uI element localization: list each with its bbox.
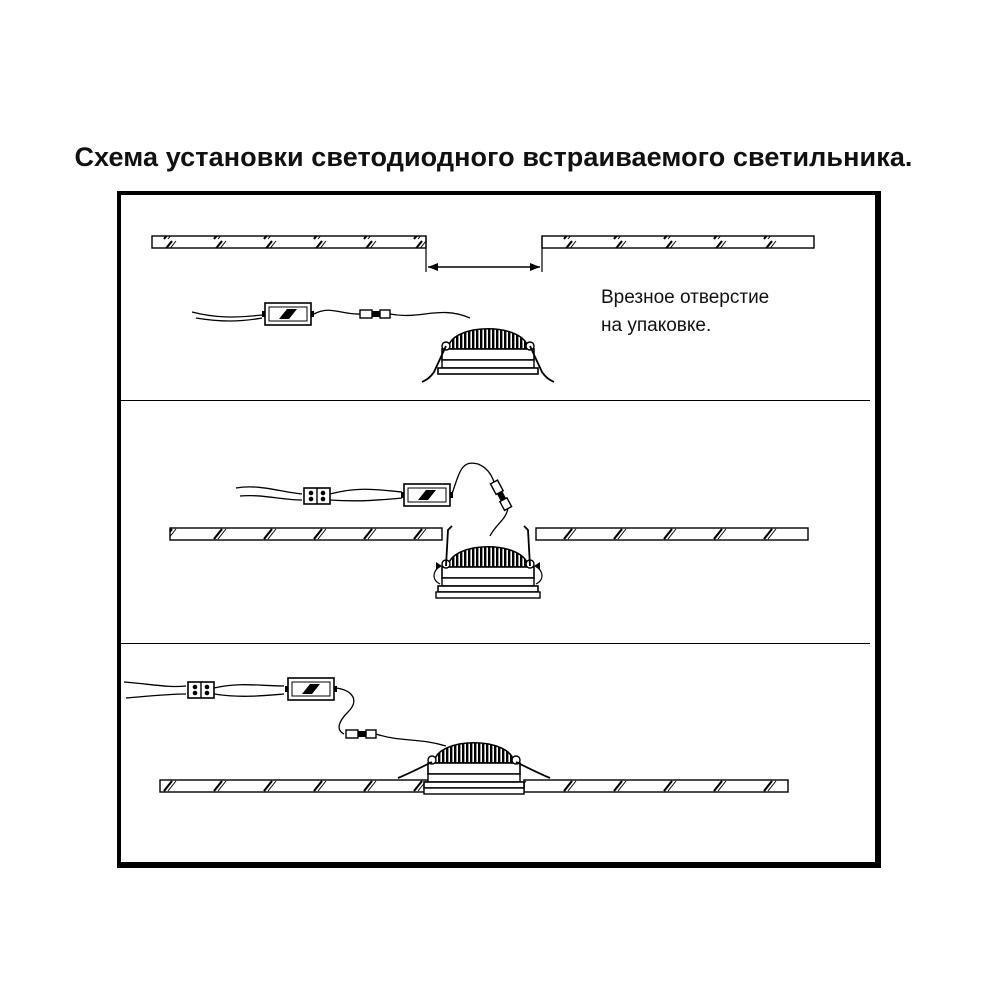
ceiling-panel [170,528,442,540]
wire-connector [360,310,390,318]
ceiling-panel [542,236,814,248]
step-2-illustration [170,463,808,598]
wire-connector [346,730,376,738]
led-driver [401,484,453,506]
step-1-illustration [152,236,814,382]
cutout-note-line-2: на упаковке. [601,315,712,336]
wire-connector [490,480,511,510]
terminal-block [304,488,330,504]
led-downlight [424,743,524,788]
terminal-block [188,682,214,698]
cutout-note-line-1: Врезное отверстие [601,287,770,308]
ceiling-panel [524,780,788,792]
spring-clip [516,762,550,778]
diagram-title: Схема установки светодиодного встраиваемого светильника. [74,142,913,172]
led-driver [285,678,337,700]
led-driver [262,303,314,325]
led-downlight [438,329,538,374]
ceiling-panel [536,528,808,540]
ceiling-panel [160,780,428,792]
spring-clip [398,762,432,778]
led-downlight [438,547,538,592]
step-3-illustration [124,678,788,794]
ceiling-panel [152,236,426,248]
